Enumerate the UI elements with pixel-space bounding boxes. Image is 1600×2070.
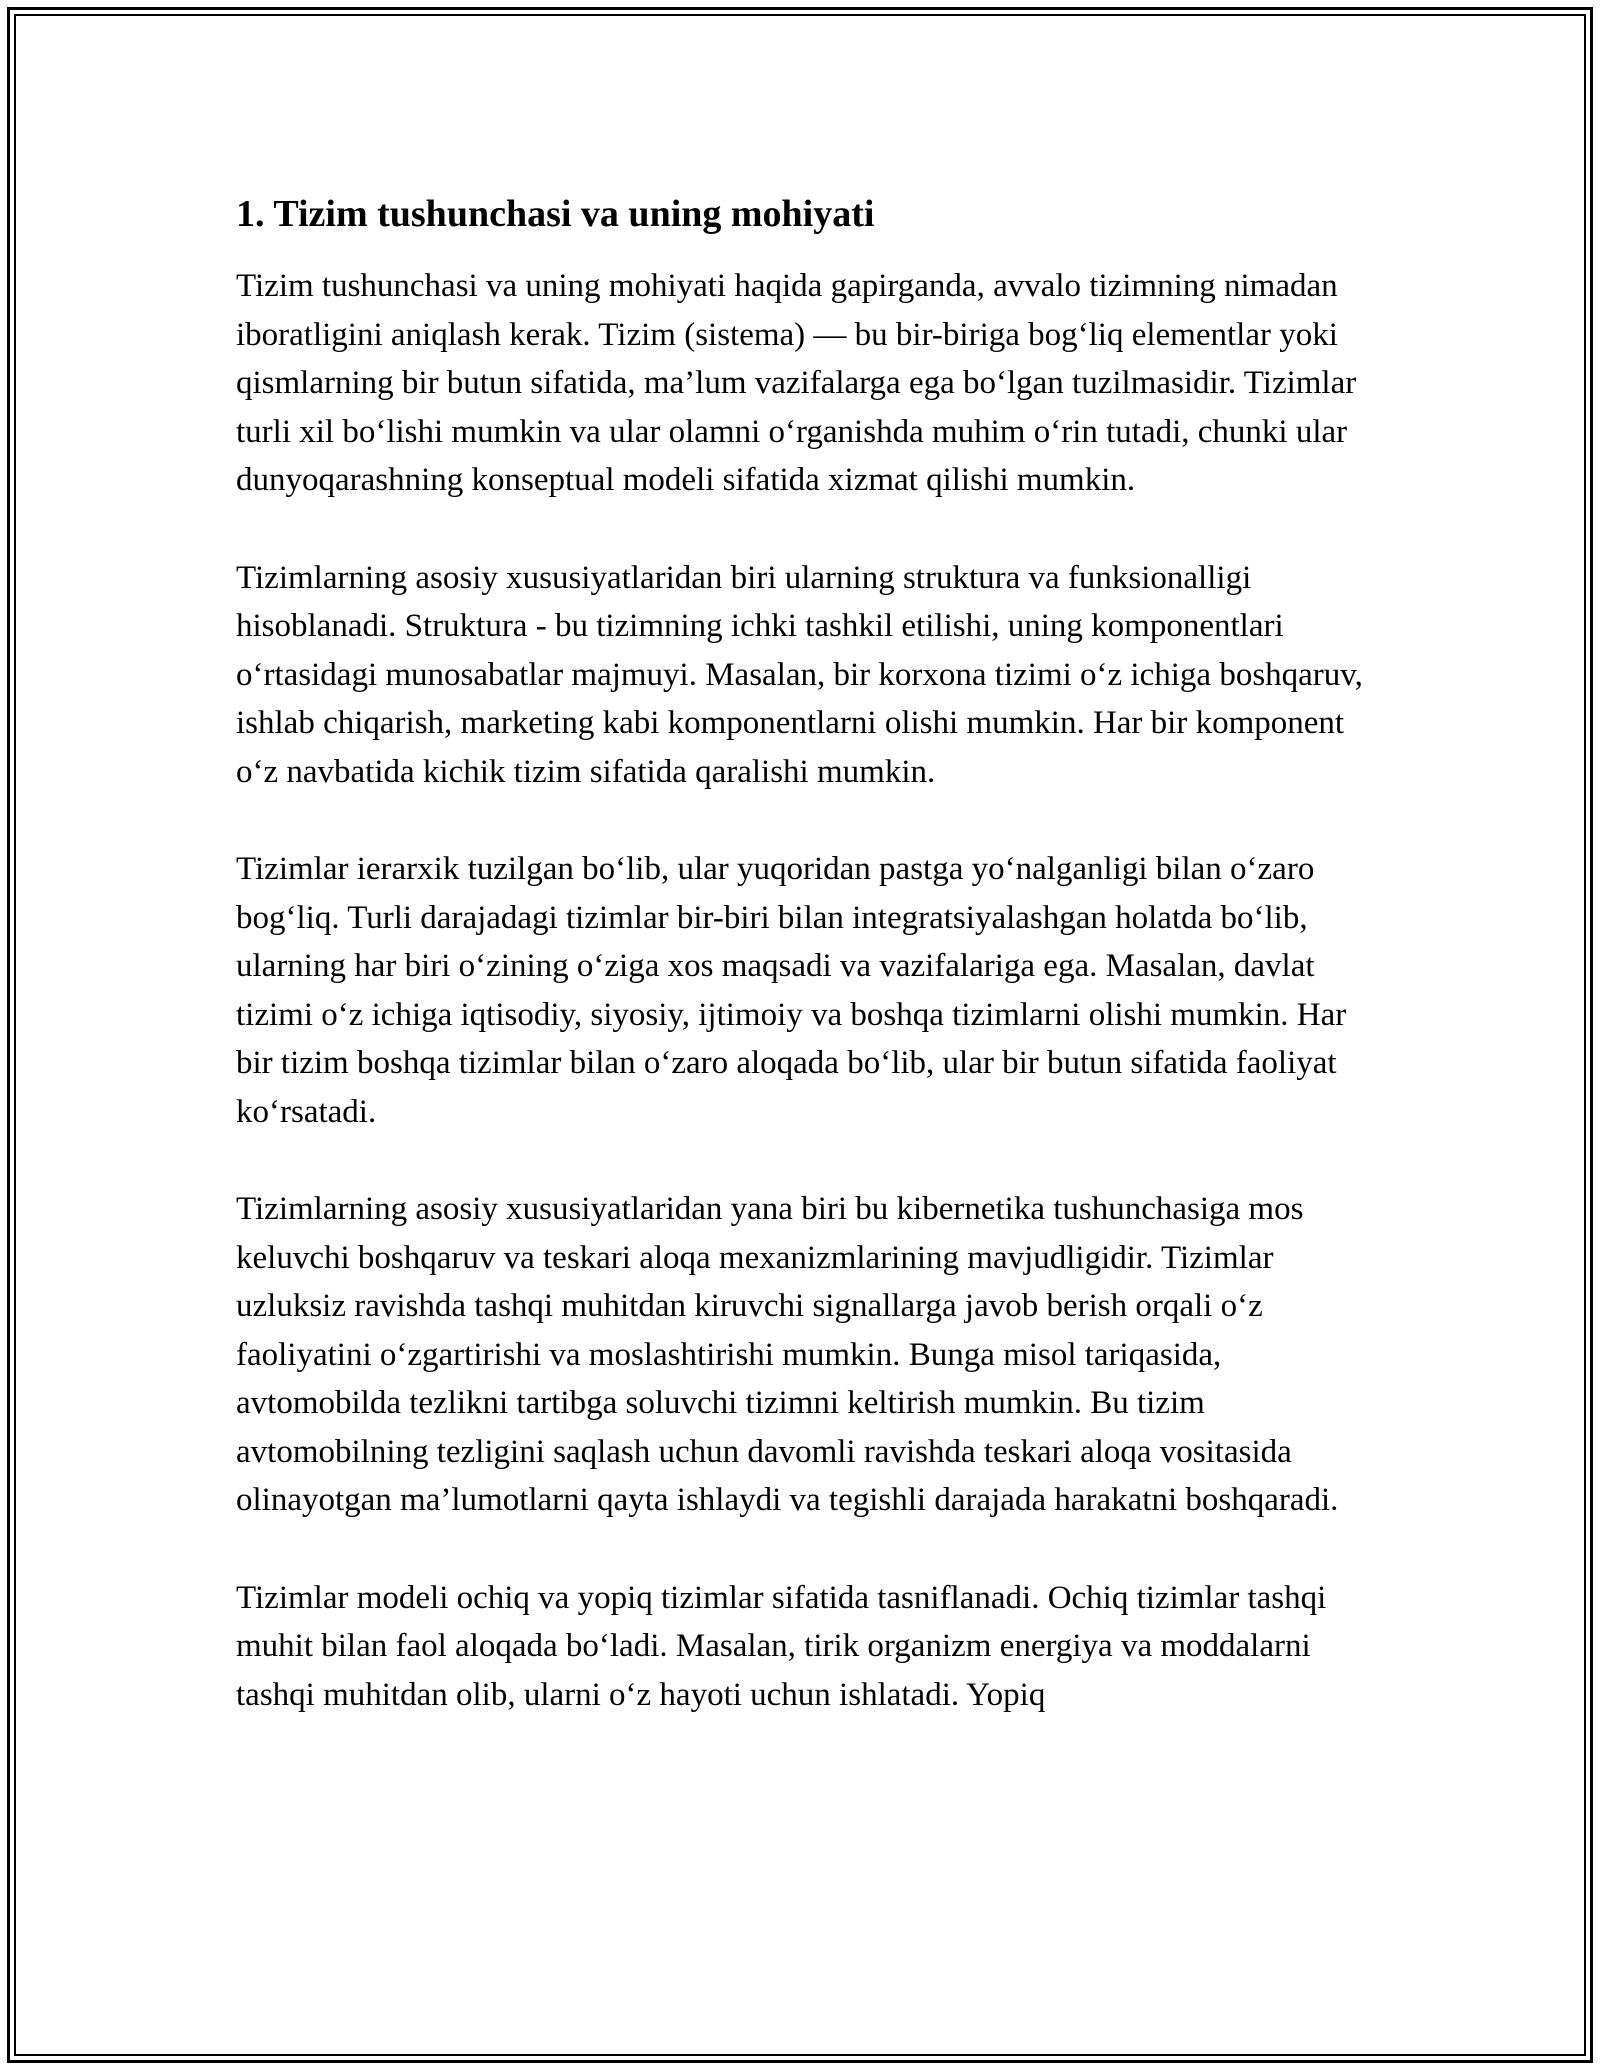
paragraph-1: Tizim tushunchasi va uning mohiyati haqida gapirganda, avvalo tizimning nimadan iboratligini aniqlash kerak. Tizim (sistema) — bu bir-biriga bog‘liq elementlar yoki qismlarning bir butun sifatida, ma’lum vazifalarga ega bo‘lgan tuzilmasidir. Tizimlar turli xil bo‘lishi mumkin va ular olamni o‘rganishda muhim o‘rin tutadi, chunki ular dunyoqarashning konseptual modeli sifatida xizmat qilishi mumkin. (236, 268, 1357, 498)
document-body (236, 186, 1376, 1768)
paragraph-4: Tizimlarning asosiy xususiyatlaridan yana biri bu kibernetika tushunchasiga mos keluvchi boshqaruv va teskari aloqa mexanizmlarining mavjudligidir. Tizimlar uzluksiz ravishda tashqi muhitdan kiruvchi signallarga javob berish orqali o‘z faoliyatini o‘zgartirishi va moslashtirishi mumkin. Bunga misol tariqasida, avtomobilda tezlikni tartibga soluvchi tizimni keltirish mumkin. Bu tizim avtomobilning tezligini saqlash uchun davomli ravishda teskari aloqa vositasida olinayotgan ma’lumotlarni qayta ishlaydi va tegishli darajada harakatni boshqaradi. (236, 1191, 1339, 1518)
paragraph-5: Tizimlar modeli ochiq va yopiq tizimlar sifatida tasniflanadi. Ochiq tizimlar tashqi muhit bilan faol aloqada bo‘ladi. Masalan, tirik organizm energiya va moddalarni tashqi muhitdan olib, ularni o‘z hayoti uchun ishlatadi. Yopiq (236, 1579, 1327, 1713)
paragraph-3: Tizimlar ierarxik tuzilgan bo‘lib, ular yuqoridan pastga yo‘nalganligi bilan o‘zaro bog‘liq. Turli darajadagi tizimlar bir-biri bilan integratsiyalashgan holatda bo‘lib, ularning har biri o‘zining o‘ziga xos maqsadi va vazifalariga ega. Masalan, davlat tizimi o‘z ichiga iqtisodiy, siyosiy, ijtimoiy va boshqa tizimlarni olishi mumkin. Har bir tizim boshqa tizimlar bilan o‘zaro aloqada bo‘lib, ular bir butun sifatida faoliyat ko‘rsatadi. (236, 851, 1347, 1130)
section-title: 1. Tizim tushunchasi va uning mohiyati (236, 193, 875, 235)
paragraph-2: Tizimlarning asosiy xususiyatlaridan biri ularning struktura va funksionalligi hisoblanadi. Struktura - bu tizimning ichki tashkil etilishi, uning komponentlari o‘rtasidagi munosabatlar majmuyi. Masalan, bir korxona tizimi o‘z ichiga boshqaruv, ishlab chiqarish, marketing kabi komponentlarni olishi mumkin. Har bir komponent o‘z navbatida kichik tizim sifatida qaralishi mumkin. (236, 559, 1363, 790)
